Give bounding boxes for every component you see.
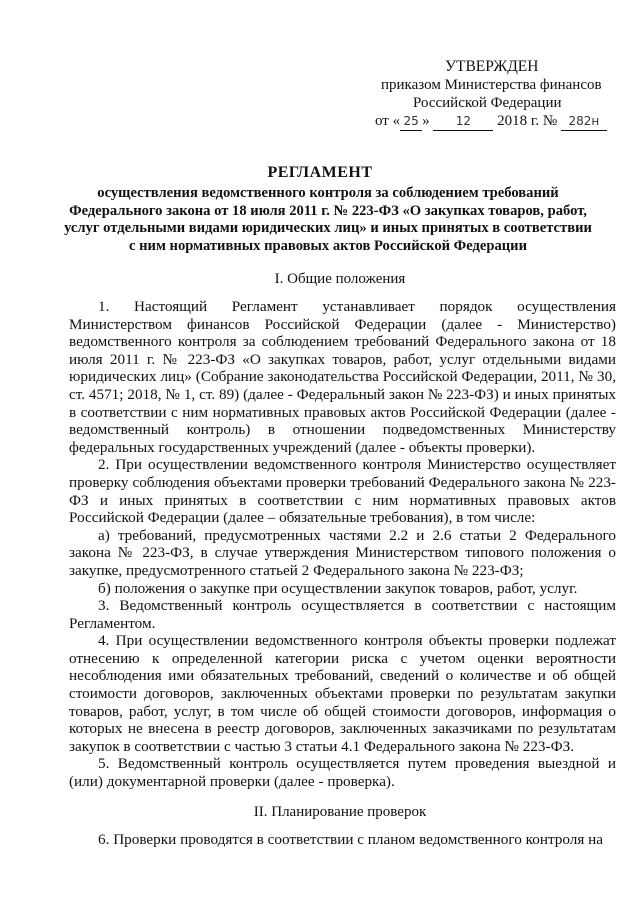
paragraph: а) требований, предусмотренных частями 2.2 и 2.6 статьи 2 Федерального закона № 223-ФЗ, в случае утверждения Министерством типового положения о закупке, предусмотренного статьей 2 Федерального закона № 223-ФЗ; (69, 526, 616, 579)
paragraph: 3. Ведомственный контроль осуществляется в соответствии с настоящим Регламентом. (69, 597, 616, 632)
paragraph: 4. При осуществлении ведомственного контроля объекты проверки подлежат отнесению к определенной категории риска с учетом оценки вероятности несоблюдения ими обязательных требований, сведений о количестве и об общей стоимости договоров, заключенных объектами проверки по результатам закупки товаров, работ, услуг, в том числе об общей стоимости договоров, информация о которых не внесена в реестр договоров, заключенных заказчиками по результатам закупок в соответствии с частью 3 статьи 4.1 Федерального закона № 223-ФЗ. (69, 632, 616, 755)
approval-stamp (375, 58, 615, 131)
approval-number: 282н (561, 112, 607, 131)
paragraph: 2. При осуществлении ведомственного контроля Министерство осуществляет проверку соблюдения объектами проверки требований Федерального закона № 223-ФЗ и иных принятых в соответствии с ним нормативных правовых актов Российской Федерации (далее – обязательные требования), в том числе: (69, 456, 616, 527)
approval-year: 2018 г. № (497, 113, 558, 129)
paragraph: 5. Ведомственный контроль осуществляется путем проведения выездной и (или) документарной проверки (далее - проверка). (69, 755, 616, 791)
approval-date-line (375, 112, 615, 131)
document-title: РЕГЛАМЕНТ (267, 164, 373, 181)
approval-month: 12 (433, 112, 493, 131)
paragraph: б) положения о закупке при осуществлении закупок товаров, работ, услуг. (98, 579, 578, 597)
approval-line-1: приказом Министерства финансов (381, 77, 602, 93)
section-2-body (69, 831, 616, 849)
paragraph: 6. Проверки проводятся в соответствии с планом ведомственного контроля на (98, 831, 603, 848)
approval-title: УТВЕРЖДЕН (445, 58, 539, 75)
paragraph: 1. Настоящий Регламент устанавливает порядок осуществления Министерством финансов Российской Федерации (далее - Министерство) ведомственного контроля за соблюдением требований Федерального закона от 18 июля 2011 г. № 223-ФЗ «О закупках товаров, работ, услуг отдельными видами юридических лиц» (Собрание законодательства Российской Федерации, 2011, № 30, ст. 4571; 2018, № 1, ст. 89) (далее - Федеральный закон № 223-ФЗ) и иных принятых в соответствии с ним нормативных правовых актов Российской Федерации (далее - ведомственный контроль) в отношении подведомственных Министерству федеральных государственных учреждений (далее - объекты проверки). (69, 298, 616, 456)
approval-day: 25 (400, 112, 422, 131)
section-heading-2: II. Планирование проверок (253, 804, 427, 820)
approval-line-2: Российской Федерации (413, 95, 562, 111)
date-day-close: » (422, 113, 430, 129)
section-1-body (69, 298, 616, 791)
document-subtitle: осуществления ведомственного контроля за соблюдением требований Федерального закона от 18 июля 2011 г. № 223-ФЗ «О закупках товаров, работ, услуг отдельными видами юридических лиц» и иных принятых в соответствии с ним нормативных правовых актов Российской Федерации (64, 185, 592, 254)
date-prefix: от « (375, 113, 401, 129)
section-heading-1: I. Общие положения (274, 271, 406, 287)
